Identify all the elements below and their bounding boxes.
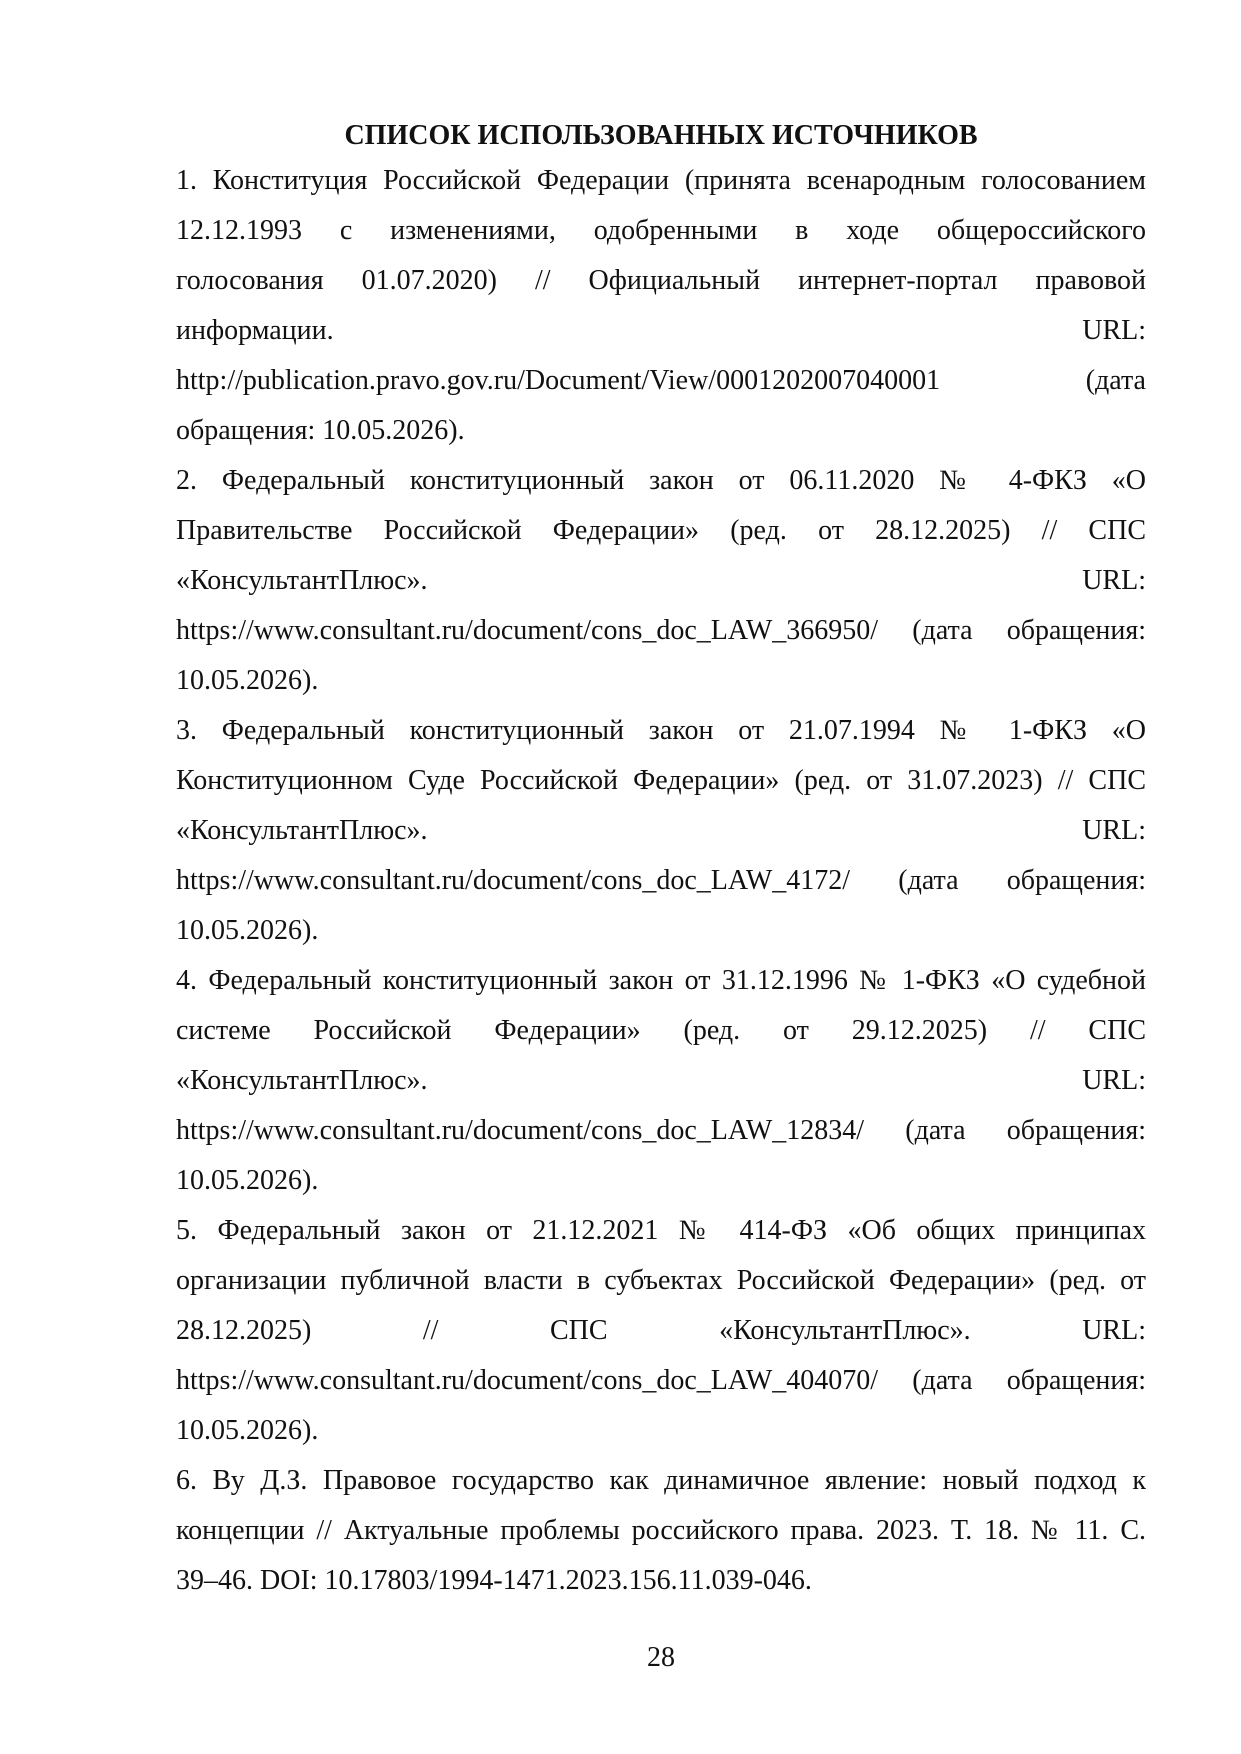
reference-item-4 [176, 956, 1146, 1206]
reference-line: 1. Конституция Российской Федерации (принята всенародным голосованием [176, 165, 1146, 196]
reference-line: 10.05.2026). [176, 1415, 319, 1446]
reference-line: концепции // Актуальные проблемы российского права. 2023. Т. 18. № 11. С. [176, 1515, 1146, 1546]
reference-item-6 [176, 1456, 1146, 1606]
reference-line: «КонсультантПлюс». URL: [176, 1065, 1146, 1096]
reference-line: 5. Федеральный закон от 21.12.2021 № 414-ФЗ «Об общих принципах [176, 1215, 1146, 1246]
reference-item-5 [176, 1206, 1146, 1456]
reference-line: «КонсультантПлюс». URL: [176, 565, 1146, 596]
reference-item-1 [176, 156, 1146, 456]
reference-line: организации публичной власти в субъектах Российской Федерации» (ред. от [176, 1265, 1146, 1296]
reference-line: 10.05.2026). [176, 915, 319, 946]
reference-line: 28.12.2025) // СПС «КонсультантПлюс». URL: [176, 1315, 1146, 1346]
reference-line: Конституционном Суде Российской Федерации» (ред. от 31.07.2023) // СПС [176, 765, 1146, 796]
page-title: СПИСОК ИСПОЛЬЗОВАННЫХ ИСТОЧНИКОВ [344, 120, 978, 151]
reference-line: Правительстве Российской Федерации» (ред. от 28.12.2025) // СПС [176, 515, 1146, 546]
page-number: 28 [647, 1642, 675, 1673]
reference-line: 6. Ву Д.З. Правовое государство как динамичное явление: новый подход к [176, 1465, 1146, 1496]
reference-line: https://www.consultant.ru/document/cons_doc_LAW_366950/ (дата обращения: [176, 615, 1146, 646]
reference-line: http://publication.pravo.gov.ru/Document/View/0001202007040001 (дата [176, 365, 1146, 396]
reference-line: 39–46. DOI: 10.17803/1994-1471.2023.156.11.039-046. [176, 1565, 812, 1596]
reference-line: «КонсультантПлюс». URL: [176, 815, 1146, 846]
reference-line: 2. Федеральный конституционный закон от 06.11.2020 № 4-ФКЗ «О [176, 465, 1146, 496]
reference-line: обращения: 10.05.2026). [176, 415, 465, 446]
reference-line: 10.05.2026). [176, 665, 319, 696]
reference-line: 12.12.1993 с изменениями, одобренными в ходе общероссийского [176, 215, 1146, 246]
reference-line: https://www.consultant.ru/document/cons_doc_LAW_4172/ (дата обращения: [176, 865, 1146, 896]
reference-item-2 [176, 456, 1146, 706]
reference-line: https://www.consultant.ru/document/cons_doc_LAW_404070/ (дата обращения: [176, 1365, 1146, 1396]
reference-line: голосования 01.07.2020) // Официальный интернет-портал правовой [176, 265, 1146, 296]
reference-line: 4. Федеральный конституционный закон от 31.12.1996 № 1-ФКЗ «О судебной [176, 965, 1146, 996]
reference-line: информации. URL: [176, 315, 1146, 346]
reference-line: 3. Федеральный конституционный закон от 21.07.1994 № 1-ФКЗ «О [176, 715, 1146, 746]
reference-line: системе Российской Федерации» (ред. от 29.12.2025) // СПС [176, 1015, 1146, 1046]
reference-list [176, 156, 1146, 1606]
reference-line: https://www.consultant.ru/document/cons_doc_LAW_12834/ (дата обращения: [176, 1115, 1146, 1146]
reference-line: 10.05.2026). [176, 1165, 319, 1196]
reference-item-3 [176, 706, 1146, 956]
